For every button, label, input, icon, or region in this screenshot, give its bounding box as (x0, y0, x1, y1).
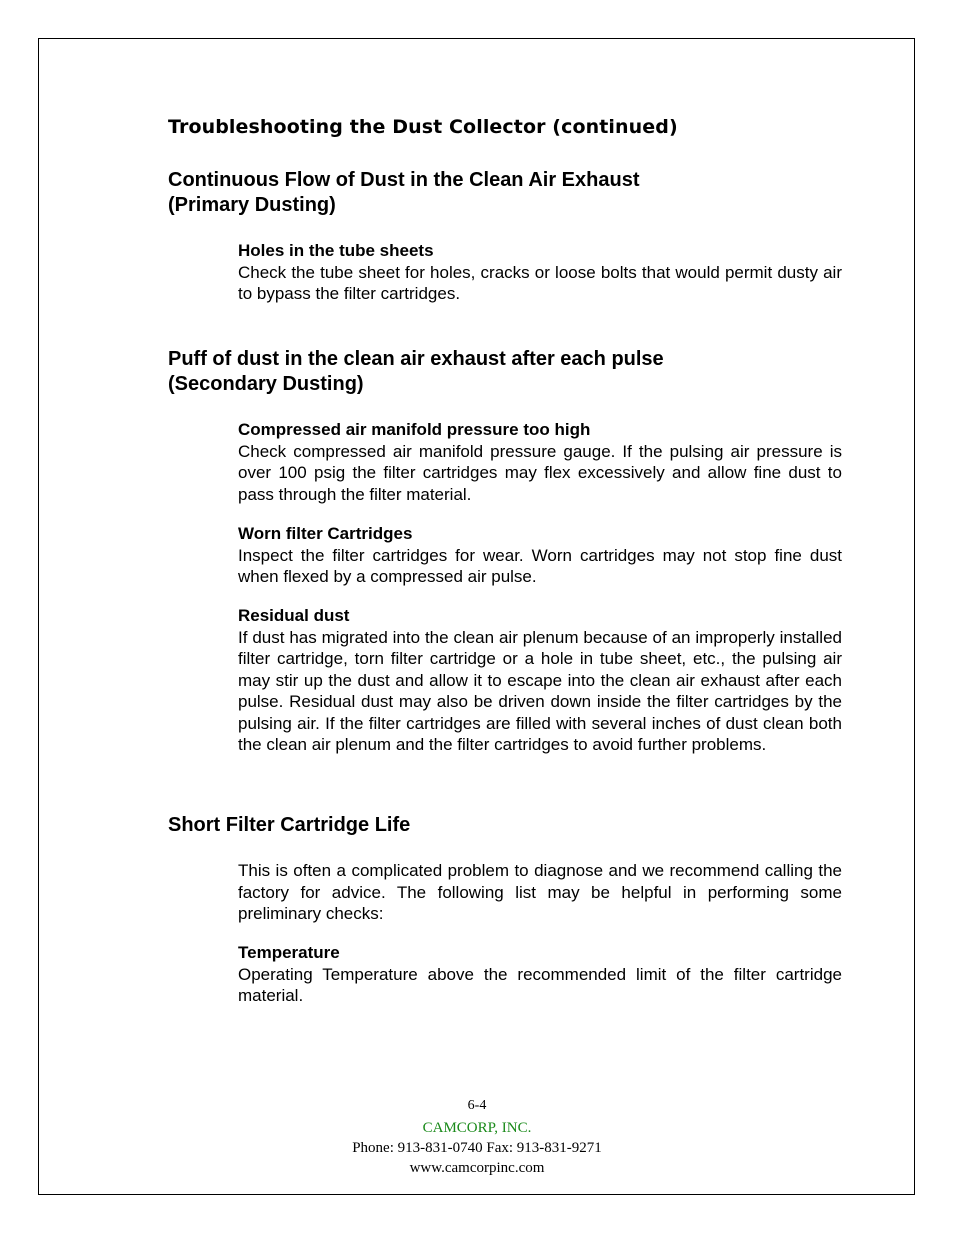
entry-body: If dust has migrated into the clean air plenum because of an improperly installed filter cartridge, torn filter cartridge or a hole in tube sheet, etc., the pulsing air may stir up the dust and allow it to escape into the clean air exhaust after each pulse. Residual dust may also be driven down inside the filter cartridges by the pulsing air. If the filter cartridges are filled with several inches of dust clean both the clean air plenum and the filter cartridges to avoid further problems. (238, 627, 842, 754)
entry-body: This is often a complicated problem to diagnose and we recommend calling the factory for advice. The following list may be helpful in performing some preliminary checks: (238, 861, 842, 923)
entry-worn-filter-cartridges (238, 523, 842, 588)
entry-body: Check compressed air manifold pressure gauge. If the pulsing air pressure is over 100 psig the filter cartridges may flex excessively and allow fine dust to pass through the filter material. (238, 441, 842, 504)
section-heading-short-filter-life (168, 813, 788, 838)
entry-title: Worn filter Cartridges (238, 524, 413, 543)
page-title: Troubleshooting the Dust Collector (continued) (168, 116, 678, 138)
footer-phone-fax: Phone: 913-831-0740 Fax: 913-831-9271 (352, 1140, 602, 1156)
section-heading-line: Puff of dust in the clean air exhaust after each pulse (168, 348, 664, 370)
entry-body: Operating Temperature above the recommended limit of the filter cartridge material. (238, 964, 842, 1005)
section-heading-primary-dusting (168, 168, 788, 218)
section-heading-line: Continuous Flow of Dust in the Clean Air Exhaust (168, 169, 640, 191)
entry-residual-dust (238, 605, 842, 756)
section-heading-line: (Secondary Dusting) (168, 373, 364, 395)
entry-holes-in-tube-sheets (238, 240, 842, 305)
entry-temperature (238, 942, 842, 1007)
footer-website: www.camcorpinc.com (409, 1160, 545, 1176)
entry-body: Inspect the filter cartridges for wear. Worn cartridges may not stop fine dust when flexed by a compressed air pulse. (238, 545, 842, 586)
section-heading-line: Short Filter Cartridge Life (168, 814, 411, 836)
entry-title: Residual dust (238, 606, 350, 625)
entry-title: Holes in the tube sheets (238, 241, 434, 260)
section-heading-line: (Primary Dusting) (168, 194, 336, 216)
page-number: 6-4 (467, 1098, 487, 1113)
section-heading-secondary-dusting (168, 347, 788, 397)
entry-title: Temperature (238, 943, 340, 962)
entry-body: Check the tube sheet for holes, cracks or loose bolts that would permit dusty air to bypass the filter cartridges. (238, 262, 842, 303)
footer-company-name: CAMCORP, INC. (422, 1120, 532, 1136)
section-intro (238, 860, 842, 925)
entry-title: Compressed air manifold pressure too high (238, 420, 591, 439)
entry-manifold-pressure (238, 419, 842, 505)
